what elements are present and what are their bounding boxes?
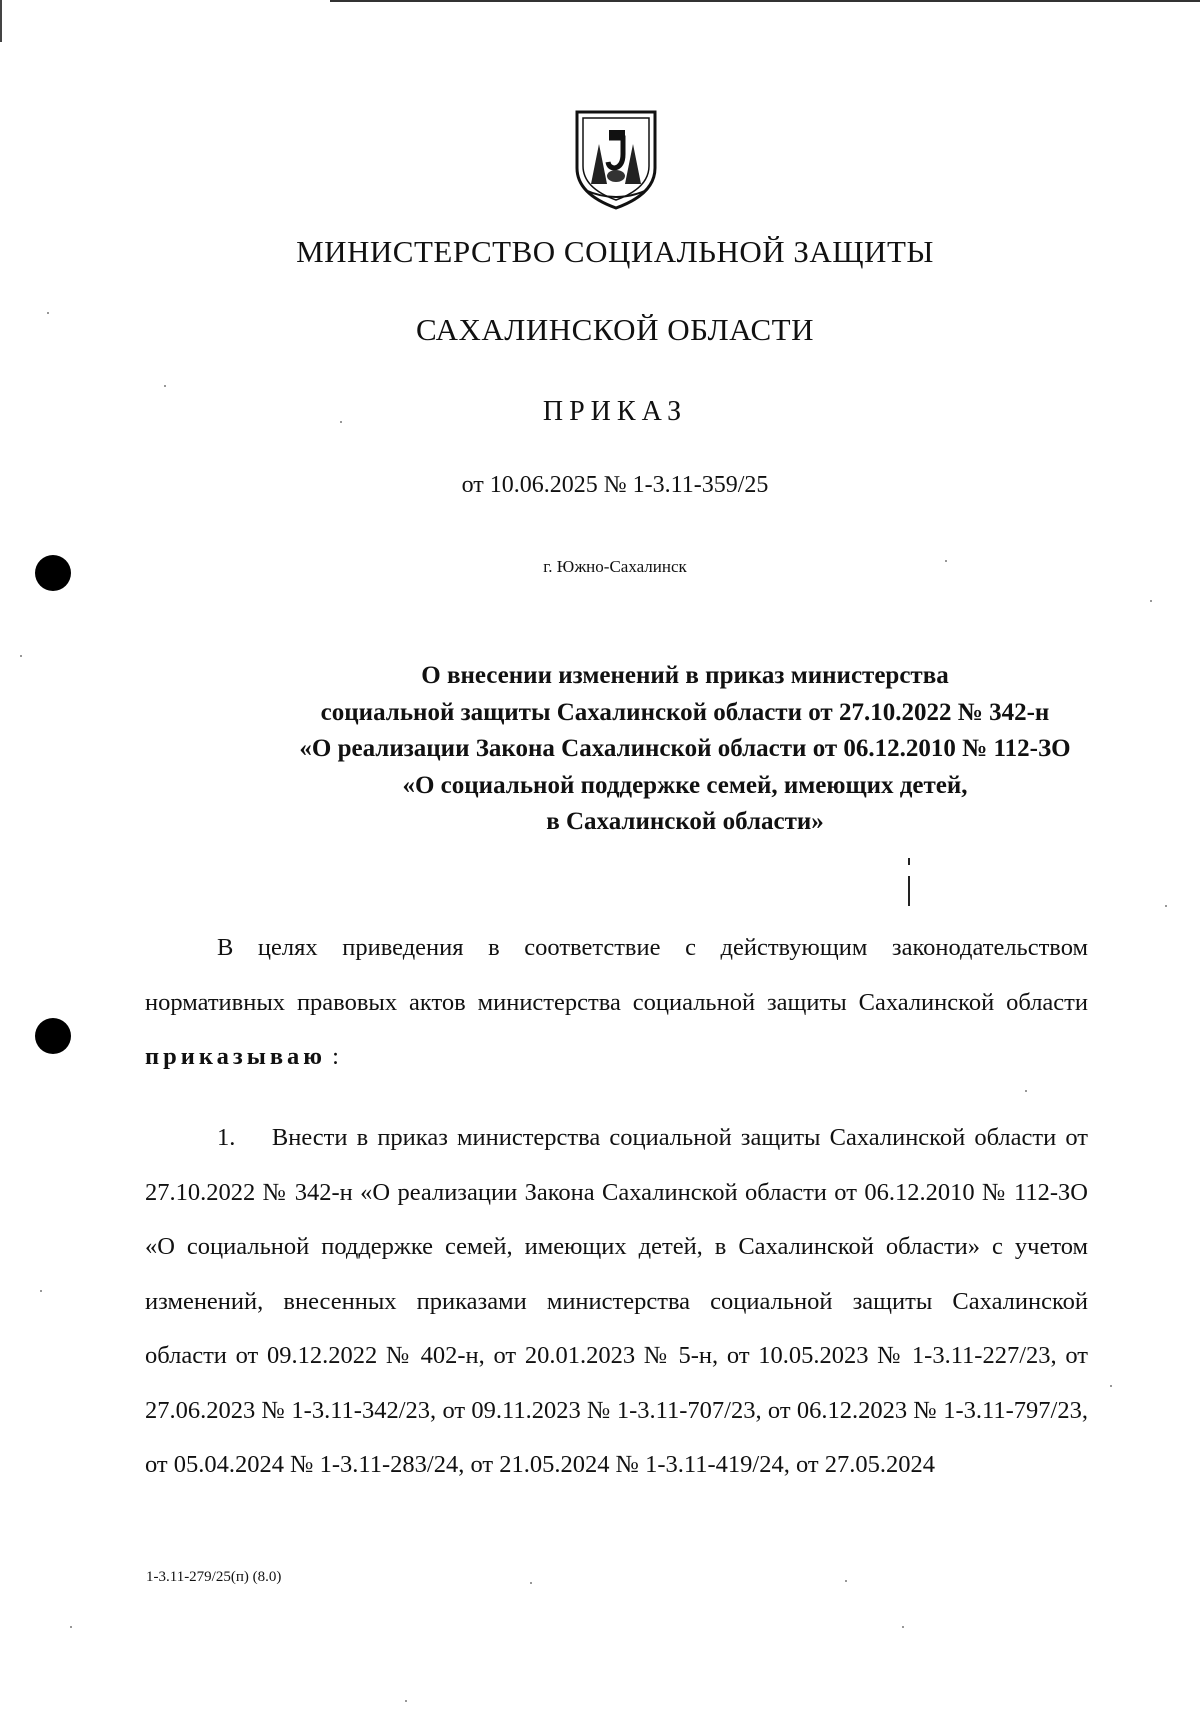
scan-speck xyxy=(1110,1385,1112,1387)
scan-speck xyxy=(47,312,49,314)
command-colon: : xyxy=(332,1043,339,1070)
ministry-name-line-1: МИНИСТЕРСТВО СОЦИАЛЬНОЙ ЗАЩИТЫ xyxy=(296,234,934,269)
city-name: г. Южно-Сахалинск xyxy=(543,557,687,576)
scan-speck xyxy=(530,1582,532,1584)
item-1-text: Внести в приказ министерства социальной защиты Сахалинской области от 27.10.2022 № 342-н «О реализации Закона Сахалинской области от 06.12.2010 № 112-ЗО «О социальной поддержке семей, имеющих детей, в Сахалинской области» с учетом изменений, внесенных приказами министерства социальной защиты Сахалинской области от 09.12.2022 № 402-н, от 20.01.2023 № 5-н, от 10.05.2023 № 1-3.11-227/23, от 27.06.2023 № 1-3.11-342/23, от 09.11.2023 № 1-3.11-707/23, от 06.12.2023 № 1-3.11-797/23, от 05.04.2024 № 1-3.11-283/24, от 21.05.2024 № 1-3.11-419/24, от 27.05.2024 xyxy=(145,1124,1088,1478)
scan-speck xyxy=(20,655,22,657)
scan-speck xyxy=(164,385,166,387)
subject-line: в Сахалинской области» xyxy=(546,808,824,835)
subject-line: О внесении изменений в приказ министерства xyxy=(421,662,949,689)
scan-speck xyxy=(40,1290,42,1292)
margin-mark xyxy=(908,876,910,906)
scan-left-edge-line xyxy=(0,0,2,42)
preamble-paragraph xyxy=(145,921,1088,1085)
scan-speck xyxy=(70,1626,72,1628)
scan-speck xyxy=(845,1580,847,1582)
scan-speck xyxy=(902,1626,904,1628)
subject-line: социальной защиты Сахалинской области от 27.10.2022 № 342-н xyxy=(320,698,1050,726)
document-subject xyxy=(140,658,1200,841)
coat-of-arms-icon xyxy=(571,108,661,212)
scan-speck xyxy=(1025,1090,1027,1092)
scan-speck xyxy=(1150,600,1152,602)
command-word: приказываю xyxy=(145,1043,327,1070)
scan-speck xyxy=(405,1700,407,1702)
item-1-paragraph xyxy=(145,1111,1088,1493)
subject-line: «О социальной поддержке семей, имеющих детей, xyxy=(402,771,968,799)
scan-top-edge-line xyxy=(330,0,1200,2)
ministry-name-line-2: САХАЛИНСКОЙ ОБЛАСТИ xyxy=(416,312,814,347)
subject-line: «О реализации Закона Сахалинской области от 06.12.2010 № 112-ЗО xyxy=(299,735,1071,762)
scan-speck xyxy=(945,560,947,562)
preamble-text: В целях приведения в соответствие с действующим законодательством нормативных правовых актов министерства социальной защиты Сахалинской области xyxy=(145,934,1088,1016)
document-footer-code: 1-3.11-279/25(п) (8.0) xyxy=(146,1569,282,1585)
document-type-title: ПРИКАЗ xyxy=(542,396,688,427)
item-1-number: 1. xyxy=(217,1124,236,1151)
margin-mark xyxy=(908,858,910,865)
scan-speck xyxy=(1165,905,1167,907)
punch-hole xyxy=(35,1018,71,1054)
scan-speck xyxy=(340,421,342,423)
order-date-number: от 10.06.2025 № 1-3.11-359/25 xyxy=(461,472,769,498)
